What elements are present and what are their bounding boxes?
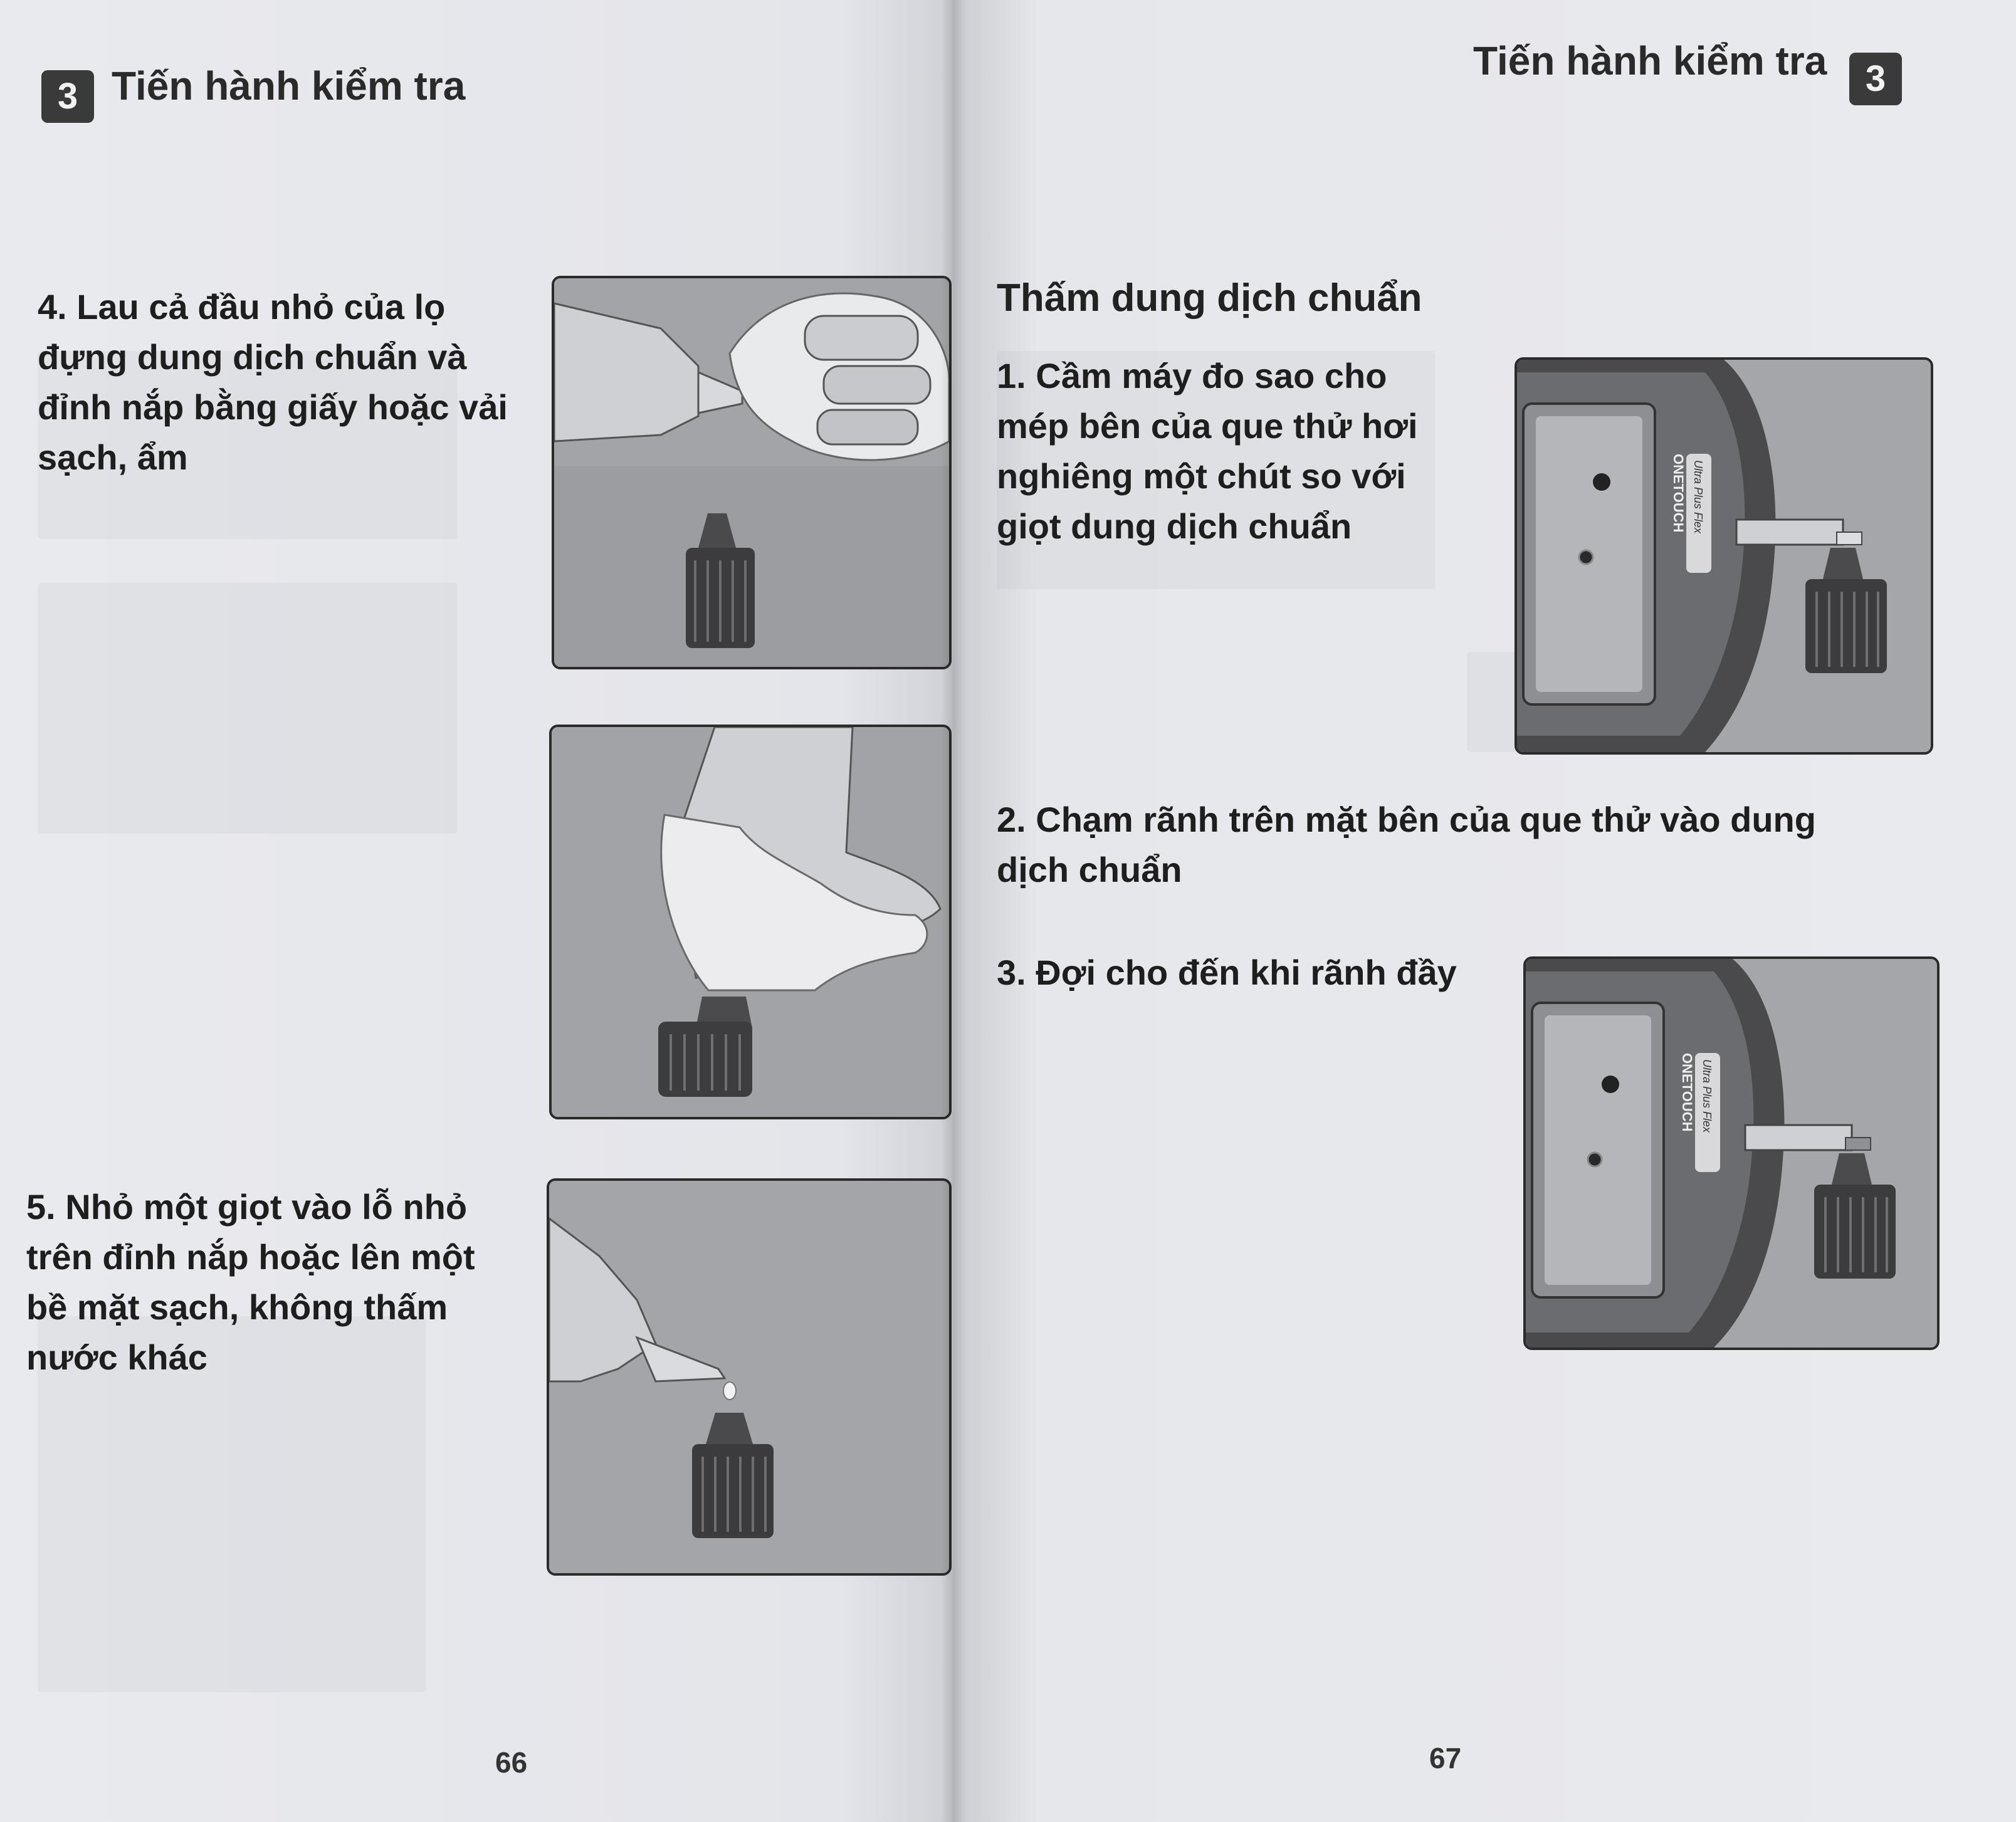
wipe-cap-illustration [549,725,952,1119]
header-title: Tiến hành kiểm tra [112,63,466,108]
meter-model-label: Ultra Plus Flex [1701,1059,1713,1133]
meter-brand-label: ONETOUCH [1679,1053,1695,1132]
meter-brand-label: ONETOUCH [1671,454,1686,533]
chapter-badge: 3 [41,70,94,123]
meter-touching-drop-illustration [1515,357,1933,755]
wipe-bottle-tip-illustration [552,276,952,669]
step-5-text: 5. Nhỏ một giọt vào lỗ nhỏ trên đỉnh nắp hoặc lên một bề mặt sạch, không thấm nước khác [26,1187,475,1377]
book-gutter [940,0,965,1822]
step-4-text: 4. Lau cả đầu nhỏ của lọ đựng dung dịch chuẩn và đỉnh nắp bằng giấy hoặc vải sạch, ẩm [38,287,508,477]
left-page [0,0,953,1822]
step-1-text: 1. Cầm máy đo sao cho mép bên của que thử hơi nghiêng một chút so với giọt dung dịch chuẩn [997,356,1418,546]
step-3-text: 3. Đợi cho đến khi rãnh đầy [997,953,1457,992]
section-title: Thấm dung dịch chuẩn [997,276,1422,320]
meter-model-label: Ultra Plus Flex [1692,460,1704,534]
chapter-badge: 3 [1849,53,1902,105]
bleed-through-block [38,583,458,834]
header-title: Tiến hành kiểm tra [1473,38,1827,83]
meter-strip-filled-illustration [1523,956,1940,1350]
drop-onto-cap-illustration [547,1178,952,1576]
step-2-text: 2. Chạm rãnh trên mặt bên của que thử vào dung dịch chuẩn [997,800,1816,889]
page-number: 66 [495,1746,528,1779]
page-number: 67 [1429,1742,1462,1774]
right-page [953,0,2016,1822]
